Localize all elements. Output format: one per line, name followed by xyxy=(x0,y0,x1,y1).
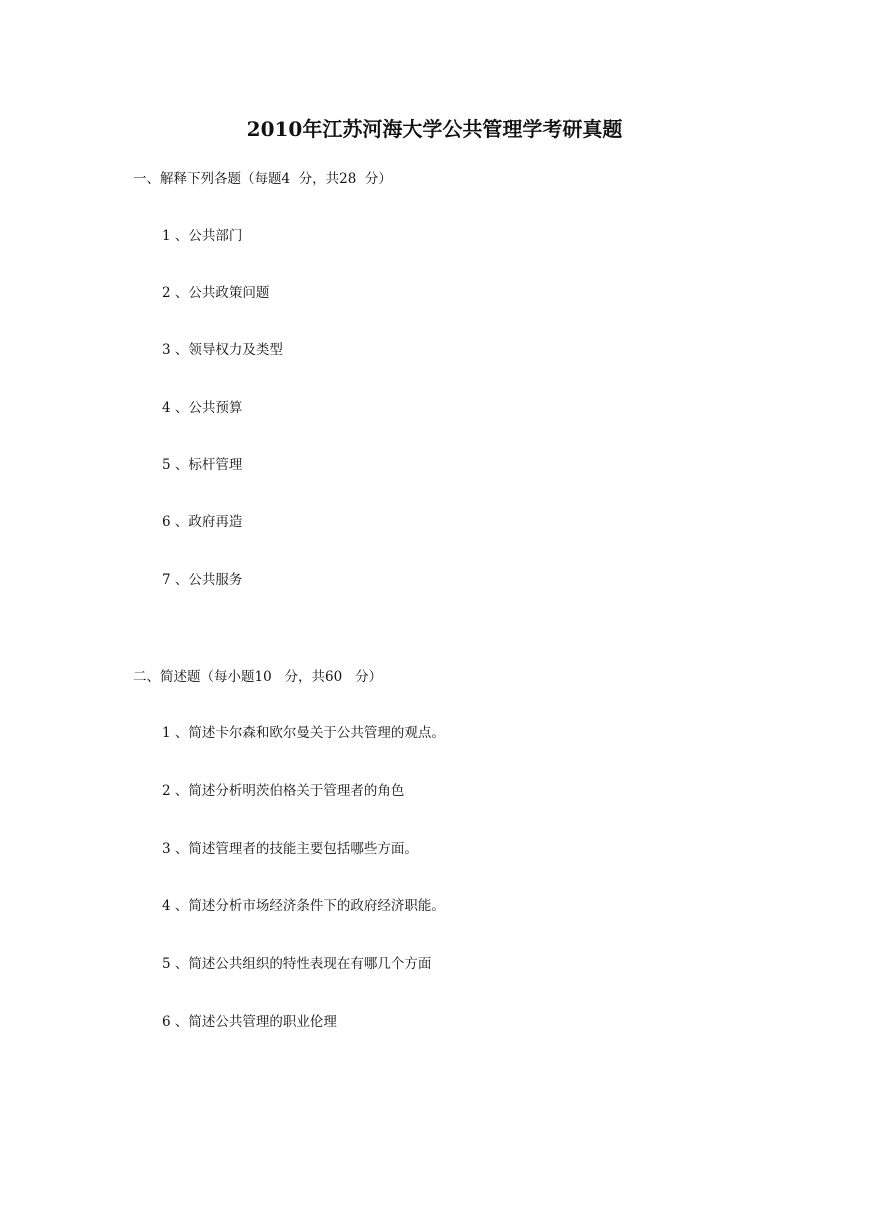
question-item: 5 、简述公共组织的特性表现在有哪几个方面 xyxy=(162,956,432,972)
question-item: 4 、公共预算 xyxy=(162,400,243,416)
question-item: 2 、公共政策问题 xyxy=(162,285,270,301)
question-item: 7 、公共服务 xyxy=(162,572,243,588)
section-heading-short-answer: 二、简述题（每小题10 分，共60 分） xyxy=(133,669,383,685)
page-title: 2010年江苏河海大学公共管理学考研真题 xyxy=(246,117,623,141)
question-item: 3 、简述管理者的技能主要包括哪些方面。 xyxy=(162,841,418,857)
question-item: 1 、简述卡尔森和欧尔曼关于公共管理的观点。 xyxy=(162,725,445,741)
question-item: 2 、简述分析明茨伯格关于管理者的角色 xyxy=(162,783,405,799)
section-heading-definitions: 一、解释下列各题（每题4 分，共28 分） xyxy=(133,171,392,187)
question-item: 4 、简述分析市场经济条件下的政府经济职能。 xyxy=(162,898,445,914)
question-item: 6 、政府再造 xyxy=(162,514,243,530)
question-item: 1 、公共部门 xyxy=(162,228,243,244)
question-item: 6 、简述公共管理的职业伦理 xyxy=(162,1014,337,1030)
question-item: 5 、标杆管理 xyxy=(162,457,243,473)
question-item: 3 、领导权力及类型 xyxy=(162,342,283,358)
